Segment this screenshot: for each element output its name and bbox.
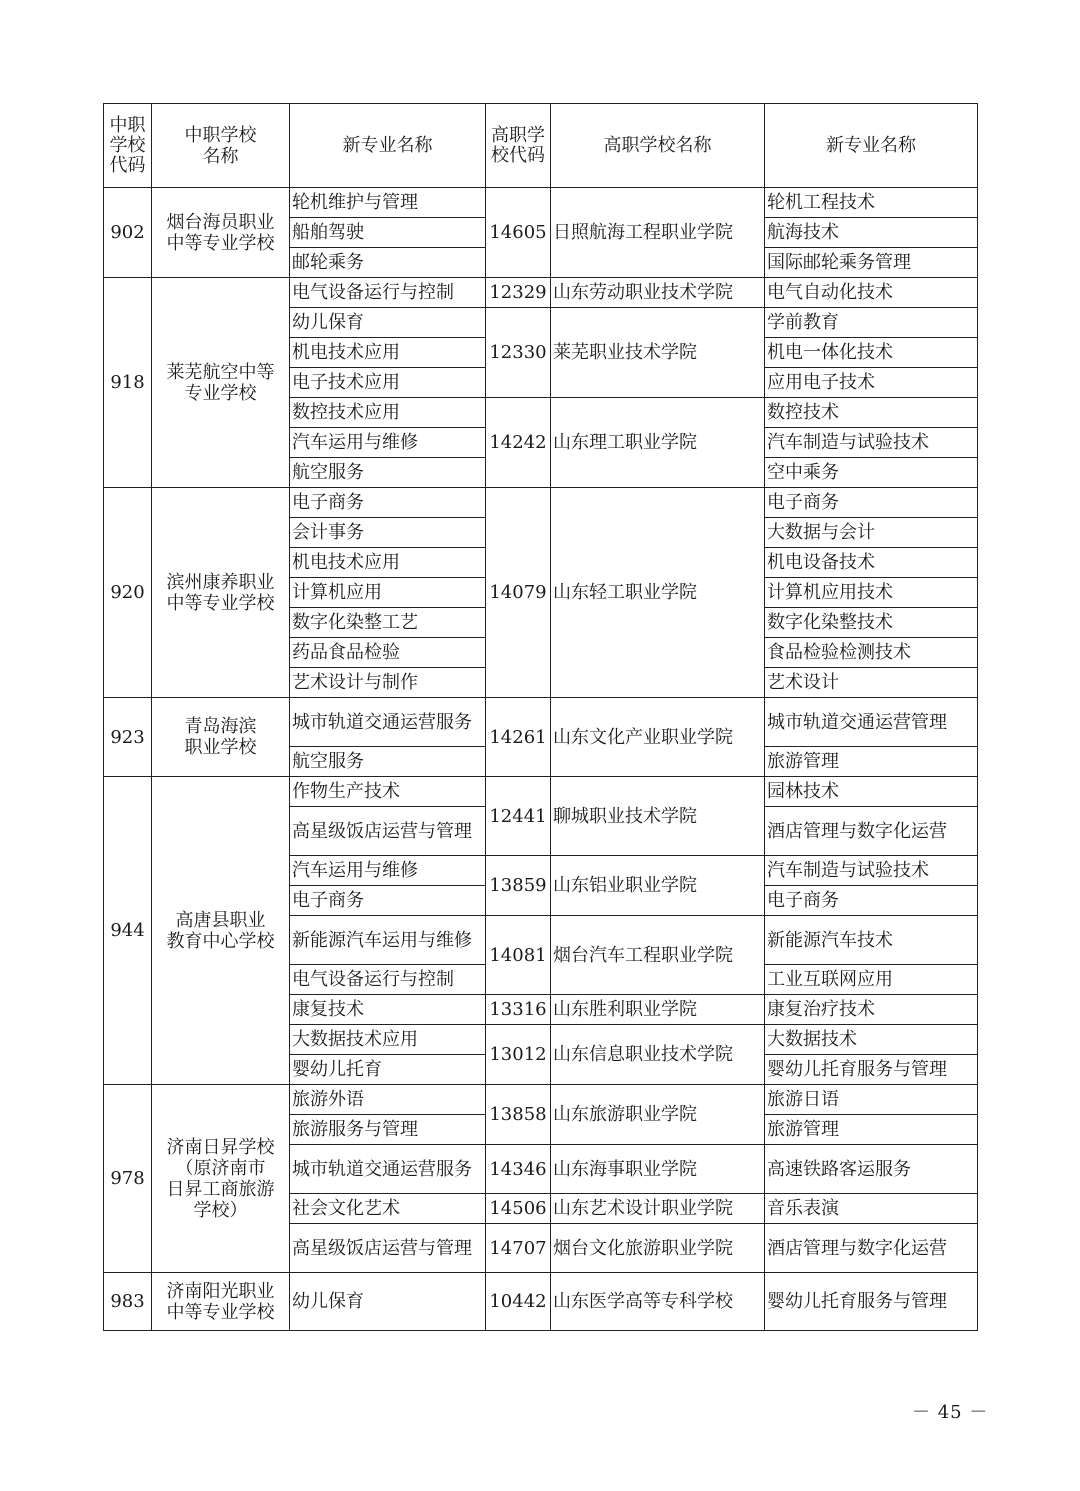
zz-school-name: 济南阳光职业 中等专业学校 (152, 1273, 290, 1331)
zz-major-name: 汽车运用与维修 (290, 428, 486, 458)
header-zz-name: 中职学校 名称 (152, 104, 290, 188)
table-body (104, 188, 978, 1331)
zz-major-name: 婴幼儿托育 (290, 1055, 486, 1085)
zz-major-name: 航空服务 (290, 747, 486, 777)
table-row (104, 698, 978, 747)
zz-school-code: 920 (104, 488, 152, 698)
zz-major-name: 城市轨道交通运营服务 (290, 1145, 486, 1194)
gz-major-name: 电子商务 (765, 488, 978, 518)
gz-major-name: 机电一体化技术 (765, 338, 978, 368)
zz-major-name: 大数据技术应用 (290, 1025, 486, 1055)
table-row (104, 488, 978, 518)
gz-major-name: 婴幼儿托育服务与管理 (765, 1273, 978, 1331)
zz-major-name: 邮轮乘务 (290, 248, 486, 278)
gz-major-name: 机电设备技术 (765, 548, 978, 578)
gz-major-name: 大数据技术 (765, 1025, 978, 1055)
gz-major-name: 航海技术 (765, 218, 978, 248)
gz-school-code: 12329 (486, 278, 551, 308)
gz-school-name: 日照航海工程职业学院 (551, 188, 765, 278)
gz-school-code: 12330 (486, 308, 551, 398)
header-gz-major: 新专业名称 (765, 104, 978, 188)
gz-major-name: 数字化染整技术 (765, 608, 978, 638)
zz-school-name: 滨州康养职业 中等专业学校 (152, 488, 290, 698)
gz-school-code: 13858 (486, 1085, 551, 1145)
gz-school-name: 山东旅游职业学院 (551, 1085, 765, 1145)
zz-school-code: 944 (104, 777, 152, 1085)
zz-major-name: 幼儿保育 (290, 1273, 486, 1331)
zz-major-name: 高星级饭店运营与管理 (290, 807, 486, 856)
gz-major-name: 新能源汽车技术 (765, 916, 978, 965)
gz-major-name: 计算机应用技术 (765, 578, 978, 608)
zz-major-name: 航空服务 (290, 458, 486, 488)
zz-major-name: 新能源汽车运用与维修 (290, 916, 486, 965)
gz-school-code: 13859 (486, 856, 551, 916)
gz-school-code: 14506 (486, 1194, 551, 1224)
gz-major-name: 空中乘务 (765, 458, 978, 488)
gz-major-name: 食品检验检测技术 (765, 638, 978, 668)
table-row (104, 1273, 978, 1331)
page-number: － 45 － (912, 1402, 989, 1423)
gz-school-code: 14079 (486, 488, 551, 698)
zz-major-name: 药品食品检验 (290, 638, 486, 668)
header-zz-code: 中职 学校 代码 (104, 104, 152, 188)
zz-school-name: 高唐县职业 教育中心学校 (152, 777, 290, 1085)
header-gz-name: 高职学校名称 (551, 104, 765, 188)
gz-major-name: 旅游管理 (765, 1115, 978, 1145)
zz-major-name: 康复技术 (290, 995, 486, 1025)
header-zz-major: 新专业名称 (290, 104, 486, 188)
gz-major-name: 旅游管理 (765, 747, 978, 777)
zz-major-name: 高星级饭店运营与管理 (290, 1224, 486, 1273)
gz-school-name: 山东艺术设计职业学院 (551, 1194, 765, 1224)
zz-major-name: 幼儿保育 (290, 308, 486, 338)
gz-major-name: 大数据与会计 (765, 518, 978, 548)
gz-school-code: 14081 (486, 916, 551, 995)
zz-school-name: 莱芜航空中等 专业学校 (152, 278, 290, 488)
zz-major-name: 旅游服务与管理 (290, 1115, 486, 1145)
zz-school-code: 923 (104, 698, 152, 777)
gz-major-name: 轮机工程技术 (765, 188, 978, 218)
gz-school-code: 10442 (486, 1273, 551, 1331)
gz-school-name: 山东胜利职业学院 (551, 995, 765, 1025)
gz-major-name: 旅游日语 (765, 1085, 978, 1115)
gz-major-name: 数控技术 (765, 398, 978, 428)
zz-major-name: 汽车运用与维修 (290, 856, 486, 886)
gz-school-name: 山东劳动职业技术学院 (551, 278, 765, 308)
gz-school-name: 聊城职业技术学院 (551, 777, 765, 856)
gz-school-code: 12441 (486, 777, 551, 856)
gz-major-name: 酒店管理与数字化运营 (765, 1224, 978, 1273)
gz-school-name: 山东海事职业学院 (551, 1145, 765, 1194)
zz-major-name: 机电技术应用 (290, 548, 486, 578)
gz-school-name: 莱芜职业技术学院 (551, 308, 765, 398)
zz-major-name: 城市轨道交通运营服务 (290, 698, 486, 747)
table-header-row (104, 104, 978, 188)
gz-major-name: 国际邮轮乘务管理 (765, 248, 978, 278)
zz-major-name: 电气设备运行与控制 (290, 965, 486, 995)
gz-school-code: 13316 (486, 995, 551, 1025)
gz-major-name: 园林技术 (765, 777, 978, 807)
gz-major-name: 高速铁路客运服务 (765, 1145, 978, 1194)
table-row (104, 777, 978, 807)
gz-major-name: 酒店管理与数字化运营 (765, 807, 978, 856)
gz-school-name: 山东铝业职业学院 (551, 856, 765, 916)
zz-major-name: 电气设备运行与控制 (290, 278, 486, 308)
zz-major-name: 艺术设计与制作 (290, 668, 486, 698)
gz-major-name: 应用电子技术 (765, 368, 978, 398)
zz-major-name: 作物生产技术 (290, 777, 486, 807)
zz-major-name: 社会文化艺术 (290, 1194, 486, 1224)
zz-school-code: 902 (104, 188, 152, 278)
zz-major-name: 数控技术应用 (290, 398, 486, 428)
gz-major-name: 婴幼儿托育服务与管理 (765, 1055, 978, 1085)
zz-school-code: 918 (104, 278, 152, 488)
zz-major-name: 旅游外语 (290, 1085, 486, 1115)
gz-school-code: 14242 (486, 398, 551, 488)
zz-major-name: 船舶驾驶 (290, 218, 486, 248)
zz-major-name: 数字化染整工艺 (290, 608, 486, 638)
gz-school-name: 烟台文化旅游职业学院 (551, 1224, 765, 1273)
gz-major-name: 康复治疗技术 (765, 995, 978, 1025)
zz-school-name: 济南日昇学校 （原济南市 日昇工商旅游 学校） (152, 1085, 290, 1273)
zz-major-name: 机电技术应用 (290, 338, 486, 368)
gz-school-name: 山东信息职业技术学院 (551, 1025, 765, 1085)
gz-major-name: 音乐表演 (765, 1194, 978, 1224)
zz-major-name: 计算机应用 (290, 578, 486, 608)
zz-school-name: 青岛海滨 职业学校 (152, 698, 290, 777)
table-row (104, 188, 978, 218)
zz-major-name: 电子商务 (290, 886, 486, 916)
gz-major-name: 艺术设计 (765, 668, 978, 698)
gz-major-name: 汽车制造与试验技术 (765, 856, 978, 886)
zz-major-name: 会计事务 (290, 518, 486, 548)
gz-school-name: 山东文化产业职业学院 (551, 698, 765, 777)
zz-major-name: 电子技术应用 (290, 368, 486, 398)
gz-school-code: 14346 (486, 1145, 551, 1194)
gz-school-code: 14707 (486, 1224, 551, 1273)
table-row (104, 278, 978, 308)
gz-school-code: 13012 (486, 1025, 551, 1085)
zz-major-name: 轮机维护与管理 (290, 188, 486, 218)
gz-school-name: 山东理工职业学院 (551, 398, 765, 488)
gz-school-name: 山东轻工职业学院 (551, 488, 765, 698)
gz-major-name: 电气自动化技术 (765, 278, 978, 308)
program-mapping-table (103, 103, 978, 1331)
zz-school-code: 978 (104, 1085, 152, 1273)
zz-school-code: 983 (104, 1273, 152, 1331)
zz-major-name: 电子商务 (290, 488, 486, 518)
gz-major-name: 汽车制造与试验技术 (765, 428, 978, 458)
gz-school-name: 烟台汽车工程职业学院 (551, 916, 765, 995)
gz-school-code: 14261 (486, 698, 551, 777)
table-row (104, 1085, 978, 1115)
gz-major-name: 城市轨道交通运营管理 (765, 698, 978, 747)
header-gz-code: 高职学 校代码 (486, 104, 551, 188)
gz-school-name: 山东医学高等专科学校 (551, 1273, 765, 1331)
gz-major-name: 学前教育 (765, 308, 978, 338)
gz-major-name: 工业互联网应用 (765, 965, 978, 995)
zz-school-name: 烟台海员职业 中等专业学校 (152, 188, 290, 278)
gz-major-name: 电子商务 (765, 886, 978, 916)
gz-school-code: 14605 (486, 188, 551, 278)
